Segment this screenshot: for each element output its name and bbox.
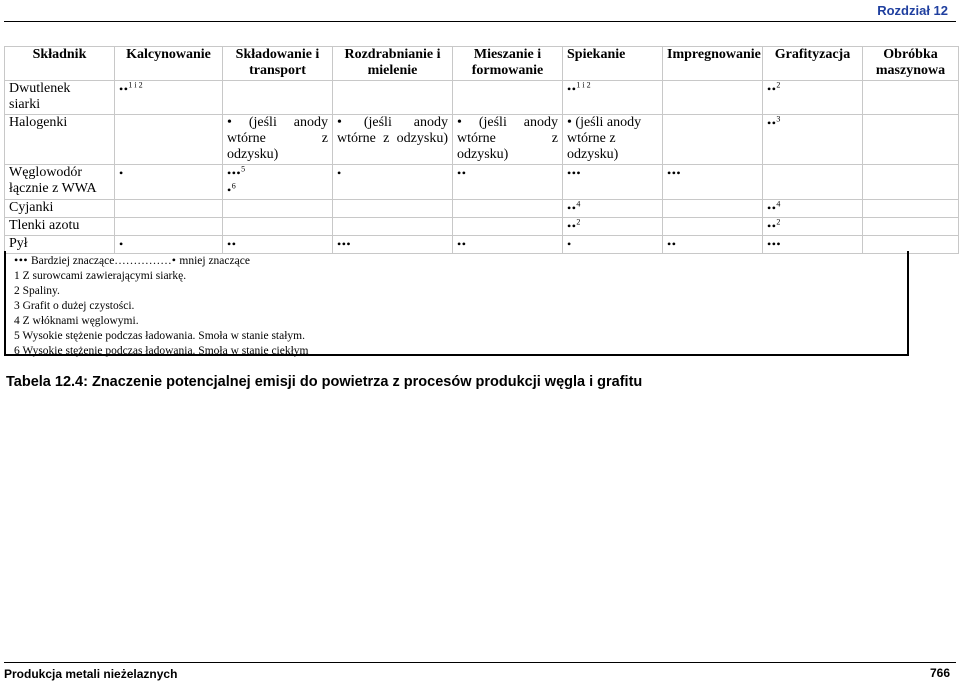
row-name: Halogenki	[5, 115, 115, 165]
column-header: Impregnowanie	[663, 47, 763, 81]
footer-rule	[4, 662, 956, 663]
emission-dots: •••	[567, 166, 582, 180]
cell	[663, 200, 763, 218]
cell	[663, 115, 763, 165]
cell	[333, 165, 453, 200]
cell	[333, 200, 453, 218]
footnote-ref: 1 i 2	[128, 80, 143, 90]
legend-text: Bardziej znaczące……………	[30, 255, 172, 267]
cell	[223, 200, 333, 218]
emission-dots: •	[337, 166, 342, 180]
cell	[563, 115, 663, 165]
cell	[453, 115, 563, 165]
cell	[333, 81, 453, 115]
table-row	[5, 218, 959, 236]
cell	[863, 115, 959, 165]
cell	[453, 165, 563, 200]
row-name-line: siarki	[9, 97, 41, 112]
cell-text: • (jeśli anody wtórne z	[457, 115, 558, 146]
cell	[223, 165, 333, 200]
row-name: Cyjanki	[5, 200, 115, 218]
footnote-ref: 2	[576, 217, 581, 227]
cell	[333, 115, 453, 165]
table-row	[5, 200, 959, 218]
row-name: Tlenki azotu	[5, 218, 115, 236]
emission-dots: ••	[767, 116, 777, 130]
cell	[115, 115, 223, 165]
column-header: Kalcynowanie	[115, 47, 223, 81]
cell	[863, 200, 959, 218]
footnote: 2 Spaliny.	[14, 285, 60, 297]
emission-dots: ••	[567, 201, 577, 215]
legend-dots: •	[171, 253, 177, 267]
cell-text: odzysku)	[567, 147, 619, 162]
cell	[563, 81, 663, 115]
row-name	[5, 81, 115, 115]
cell	[453, 81, 563, 115]
row-name-line: Węglowodór	[9, 165, 83, 180]
cell	[763, 115, 863, 165]
chapter-title: Rozdział 12	[877, 3, 948, 18]
column-header: Spiekanie	[563, 47, 663, 81]
emission-dots: ••	[457, 166, 467, 180]
table-row	[5, 81, 959, 115]
cell	[663, 218, 763, 236]
emission-dots: •••	[227, 166, 242, 180]
footnote-ref: 3	[776, 114, 781, 124]
emissions-table	[4, 46, 959, 254]
cell-text: • (jeśli anody wtórne z	[227, 115, 328, 146]
emission-dots: ••	[767, 201, 777, 215]
column-header: Obróbka maszynowa	[863, 47, 959, 81]
emission-dots: •	[119, 237, 124, 251]
footnote-ref: 2	[776, 80, 781, 90]
column-header: Mieszanie i formowanie	[453, 47, 563, 81]
table-row	[5, 165, 959, 200]
footnote-ref: 4	[776, 199, 781, 209]
row-name: Pył	[5, 236, 115, 254]
cell	[863, 165, 959, 200]
emission-dots: •	[227, 183, 232, 197]
legend	[14, 253, 899, 269]
row-name-line: Dwutlenek	[9, 81, 71, 96]
legend-dots: •••	[14, 253, 29, 267]
cell	[663, 81, 763, 115]
cell	[563, 165, 663, 200]
table-header-row	[5, 47, 959, 81]
column-header: Grafityzacja	[763, 47, 863, 81]
cell	[453, 200, 563, 218]
cell	[863, 218, 959, 236]
cell-text: odzysku)	[227, 147, 279, 162]
emission-dots: •	[567, 237, 572, 251]
cell	[115, 81, 223, 115]
emission-dots: ••	[567, 219, 577, 233]
footnote-ref: 2	[776, 217, 781, 227]
footer-title: Produkcja metali nieżelaznych	[4, 667, 178, 681]
emission-dots: •••	[767, 237, 782, 251]
header-rule	[4, 21, 956, 22]
cell	[863, 81, 959, 115]
column-header: Składnik	[5, 47, 115, 81]
page-number: 766	[929, 666, 950, 680]
cell	[115, 218, 223, 236]
row-name-line: łącznie z WWA	[9, 181, 97, 196]
emission-dots: ••	[457, 237, 467, 251]
emission-dots: ••	[119, 82, 129, 96]
emission-dots: ••	[227, 237, 237, 251]
footnote: 6 Wysokie stężenie podczas ładowania. Smoła w stanie ciekłym	[14, 345, 309, 357]
cell	[223, 218, 333, 236]
emission-dots: ••	[767, 82, 777, 96]
footnote-ref: 4	[576, 199, 581, 209]
cell	[563, 218, 663, 236]
emission-dots: •••	[667, 166, 682, 180]
cell	[333, 218, 453, 236]
cell	[763, 200, 863, 218]
emission-dots: ••	[667, 237, 677, 251]
cell-text: • (jeśli anody wtórne z odzysku)	[337, 115, 448, 146]
cell	[763, 81, 863, 115]
emission-dots: ••	[767, 219, 777, 233]
row-name	[5, 165, 115, 200]
cell-text: • (jeśli anody wtórne z	[567, 115, 642, 146]
legend-text: mniej znaczące	[179, 255, 250, 267]
cell	[115, 165, 223, 200]
cell	[223, 81, 333, 115]
cell	[453, 218, 563, 236]
emission-dots: •	[119, 166, 124, 180]
cell	[563, 200, 663, 218]
table-caption: Tabela 12.4: Znaczenie potencjalnej emisji do powietrza z procesów produkcji węgla i grafitu	[6, 374, 643, 390]
footnote-ref: 6	[231, 181, 236, 191]
table-notes	[4, 251, 909, 356]
emission-dots: •••	[337, 237, 352, 251]
cell	[763, 165, 863, 200]
cell	[763, 218, 863, 236]
cell	[223, 115, 333, 165]
table-row	[5, 115, 959, 165]
cell	[663, 165, 763, 200]
footnote: 4 Z włóknami węglowymi.	[14, 315, 139, 327]
column-header: Rozdrabnianie i mielenie	[333, 47, 453, 81]
column-header: Składowanie i transport	[223, 47, 333, 81]
footnote: 5 Wysokie stężenie podczas ładowania. Smoła w stanie stałym.	[14, 330, 305, 342]
footnote: 1 Z surowcami zawierającymi siarkę.	[14, 270, 187, 282]
footnote: 3 Grafit o dużej czystości.	[14, 300, 135, 312]
footnote-ref: 5	[241, 164, 246, 174]
footnote-ref: 1 i 2	[576, 80, 591, 90]
emission-dots: ••	[567, 82, 577, 96]
cell-text: odzysku)	[457, 147, 509, 162]
cell	[115, 200, 223, 218]
